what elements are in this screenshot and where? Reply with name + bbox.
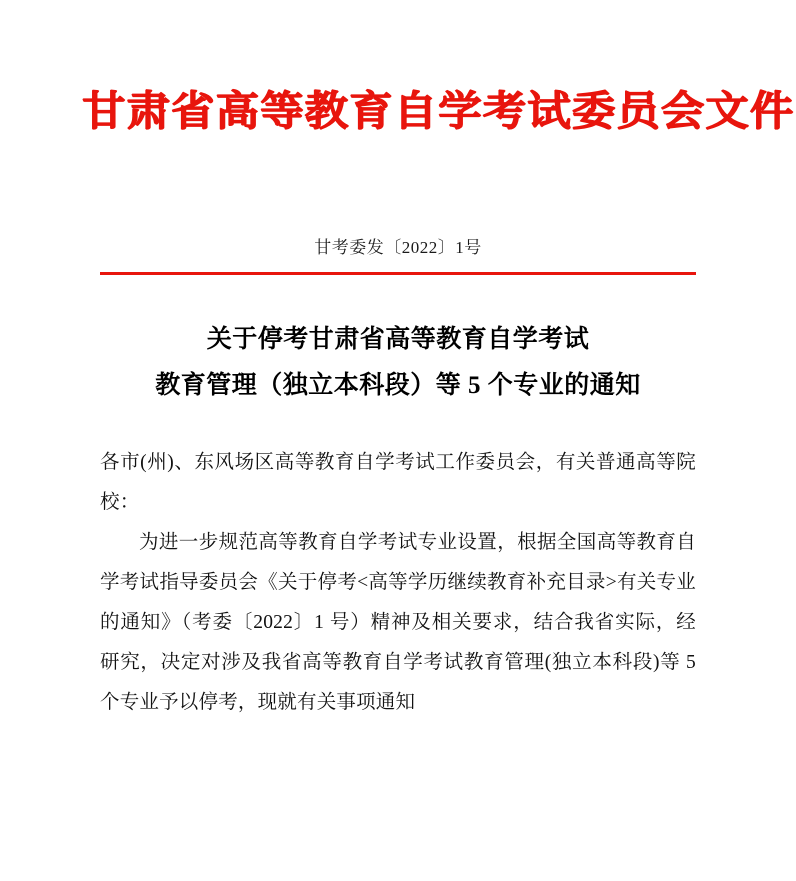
body-paragraph-addressee: 各市(州)、东风场区高等教育自学考试工作委员会，有关普通高等院校：	[100, 452, 696, 514]
document-number: 甘考委发〔2022〕1号	[314, 238, 482, 258]
document-masthead-title: 甘肃省高等教育自学考试委员会文件	[82, 88, 795, 134]
document-title-line-1: 关于停考甘肃省高等教育自学考试	[206, 325, 590, 353]
document-body	[100, 443, 696, 723]
body-paragraph-main: 为进一步规范高等教育自学考试专业设置，根据全国高等教育自学考试指导委员会《关于停考<高等学历继续教育补充目录>有关专业的通知》（考委〔2022〕1 号）精神及相关要求，结合我省实际，经研究，决定对涉及我省高等教育自学考试教育管理(独立本科段)等 5 个专业予以停考，现就有关事项通知	[100, 532, 696, 714]
document-title	[100, 317, 696, 410]
red-separator-rule	[100, 272, 696, 275]
document-title-line-2: 教育管理（独立本科段）等 5 个专业的通知	[155, 372, 641, 399]
